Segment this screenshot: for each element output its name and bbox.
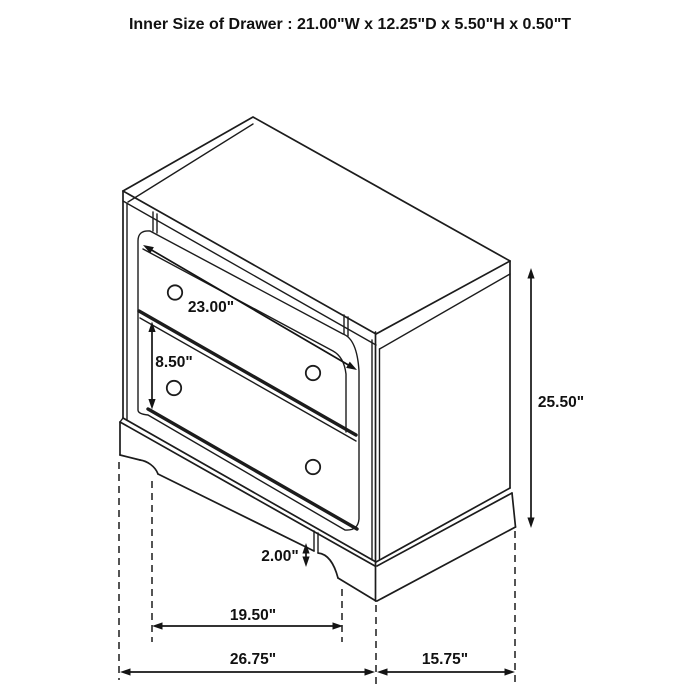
top-slab-left-line	[128, 124, 253, 202]
dim-label-overall-width: 26.75"	[229, 651, 277, 668]
left-foot-bottom	[120, 455, 140, 460]
dimension-annotations	[120, 245, 584, 676]
top-slab-side-line	[380, 274, 511, 349]
top-face-right-edge	[376, 261, 510, 334]
dim-label-overall-depth: 15.75"	[421, 651, 469, 668]
drawer1-bottom-shadow	[139, 311, 356, 435]
base-top-edge	[120, 422, 375, 566]
side-panel-bottom-edge	[376, 488, 510, 562]
left-post-seam	[153, 212, 157, 233]
base-side-right-edge	[512, 493, 516, 527]
body-bottom-edge	[123, 418, 376, 562]
dim-label-drawer-front-width: 23.00"	[187, 299, 235, 316]
dim-feet-inner-span	[152, 607, 343, 630]
drawer1-top-edge	[143, 249, 346, 432]
top-face-front-edge	[123, 191, 376, 334]
dim-overall-height	[527, 268, 584, 528]
base-side-top-edge	[377, 493, 512, 566]
top-face-back-edges	[123, 117, 510, 261]
page-title: Inner Size of Drawer : 21.00"W x 12.25"D x 5.50"H x 0.50"T	[128, 16, 572, 33]
right-foot-seam	[314, 531, 318, 553]
dim-label-overall-height: 25.50"	[537, 394, 585, 411]
dim-label-drawer-front-height: 8.50"	[155, 354, 193, 371]
drawer2-right-knob	[306, 460, 320, 474]
drawer1-left-knob	[168, 285, 182, 299]
dim-label-base-cutout-height: 2.00"	[261, 548, 299, 565]
drawer2-bottom-shadow	[148, 409, 357, 529]
left-foot-arc	[140, 460, 158, 474]
right-foot-bottom	[338, 578, 376, 601]
drawer1-right-knob	[306, 366, 320, 380]
dim-label-feet-inner-span: 19.50"	[229, 607, 277, 624]
dim-base-cutout-height	[261, 543, 309, 567]
base-side-bottom-edge	[377, 527, 516, 601]
right-foot-arc	[318, 553, 338, 578]
right-post-seam	[344, 315, 348, 336]
drawer2-left-knob	[167, 381, 181, 395]
dim-overall-width	[120, 651, 375, 676]
dim-overall-depth	[377, 651, 515, 676]
